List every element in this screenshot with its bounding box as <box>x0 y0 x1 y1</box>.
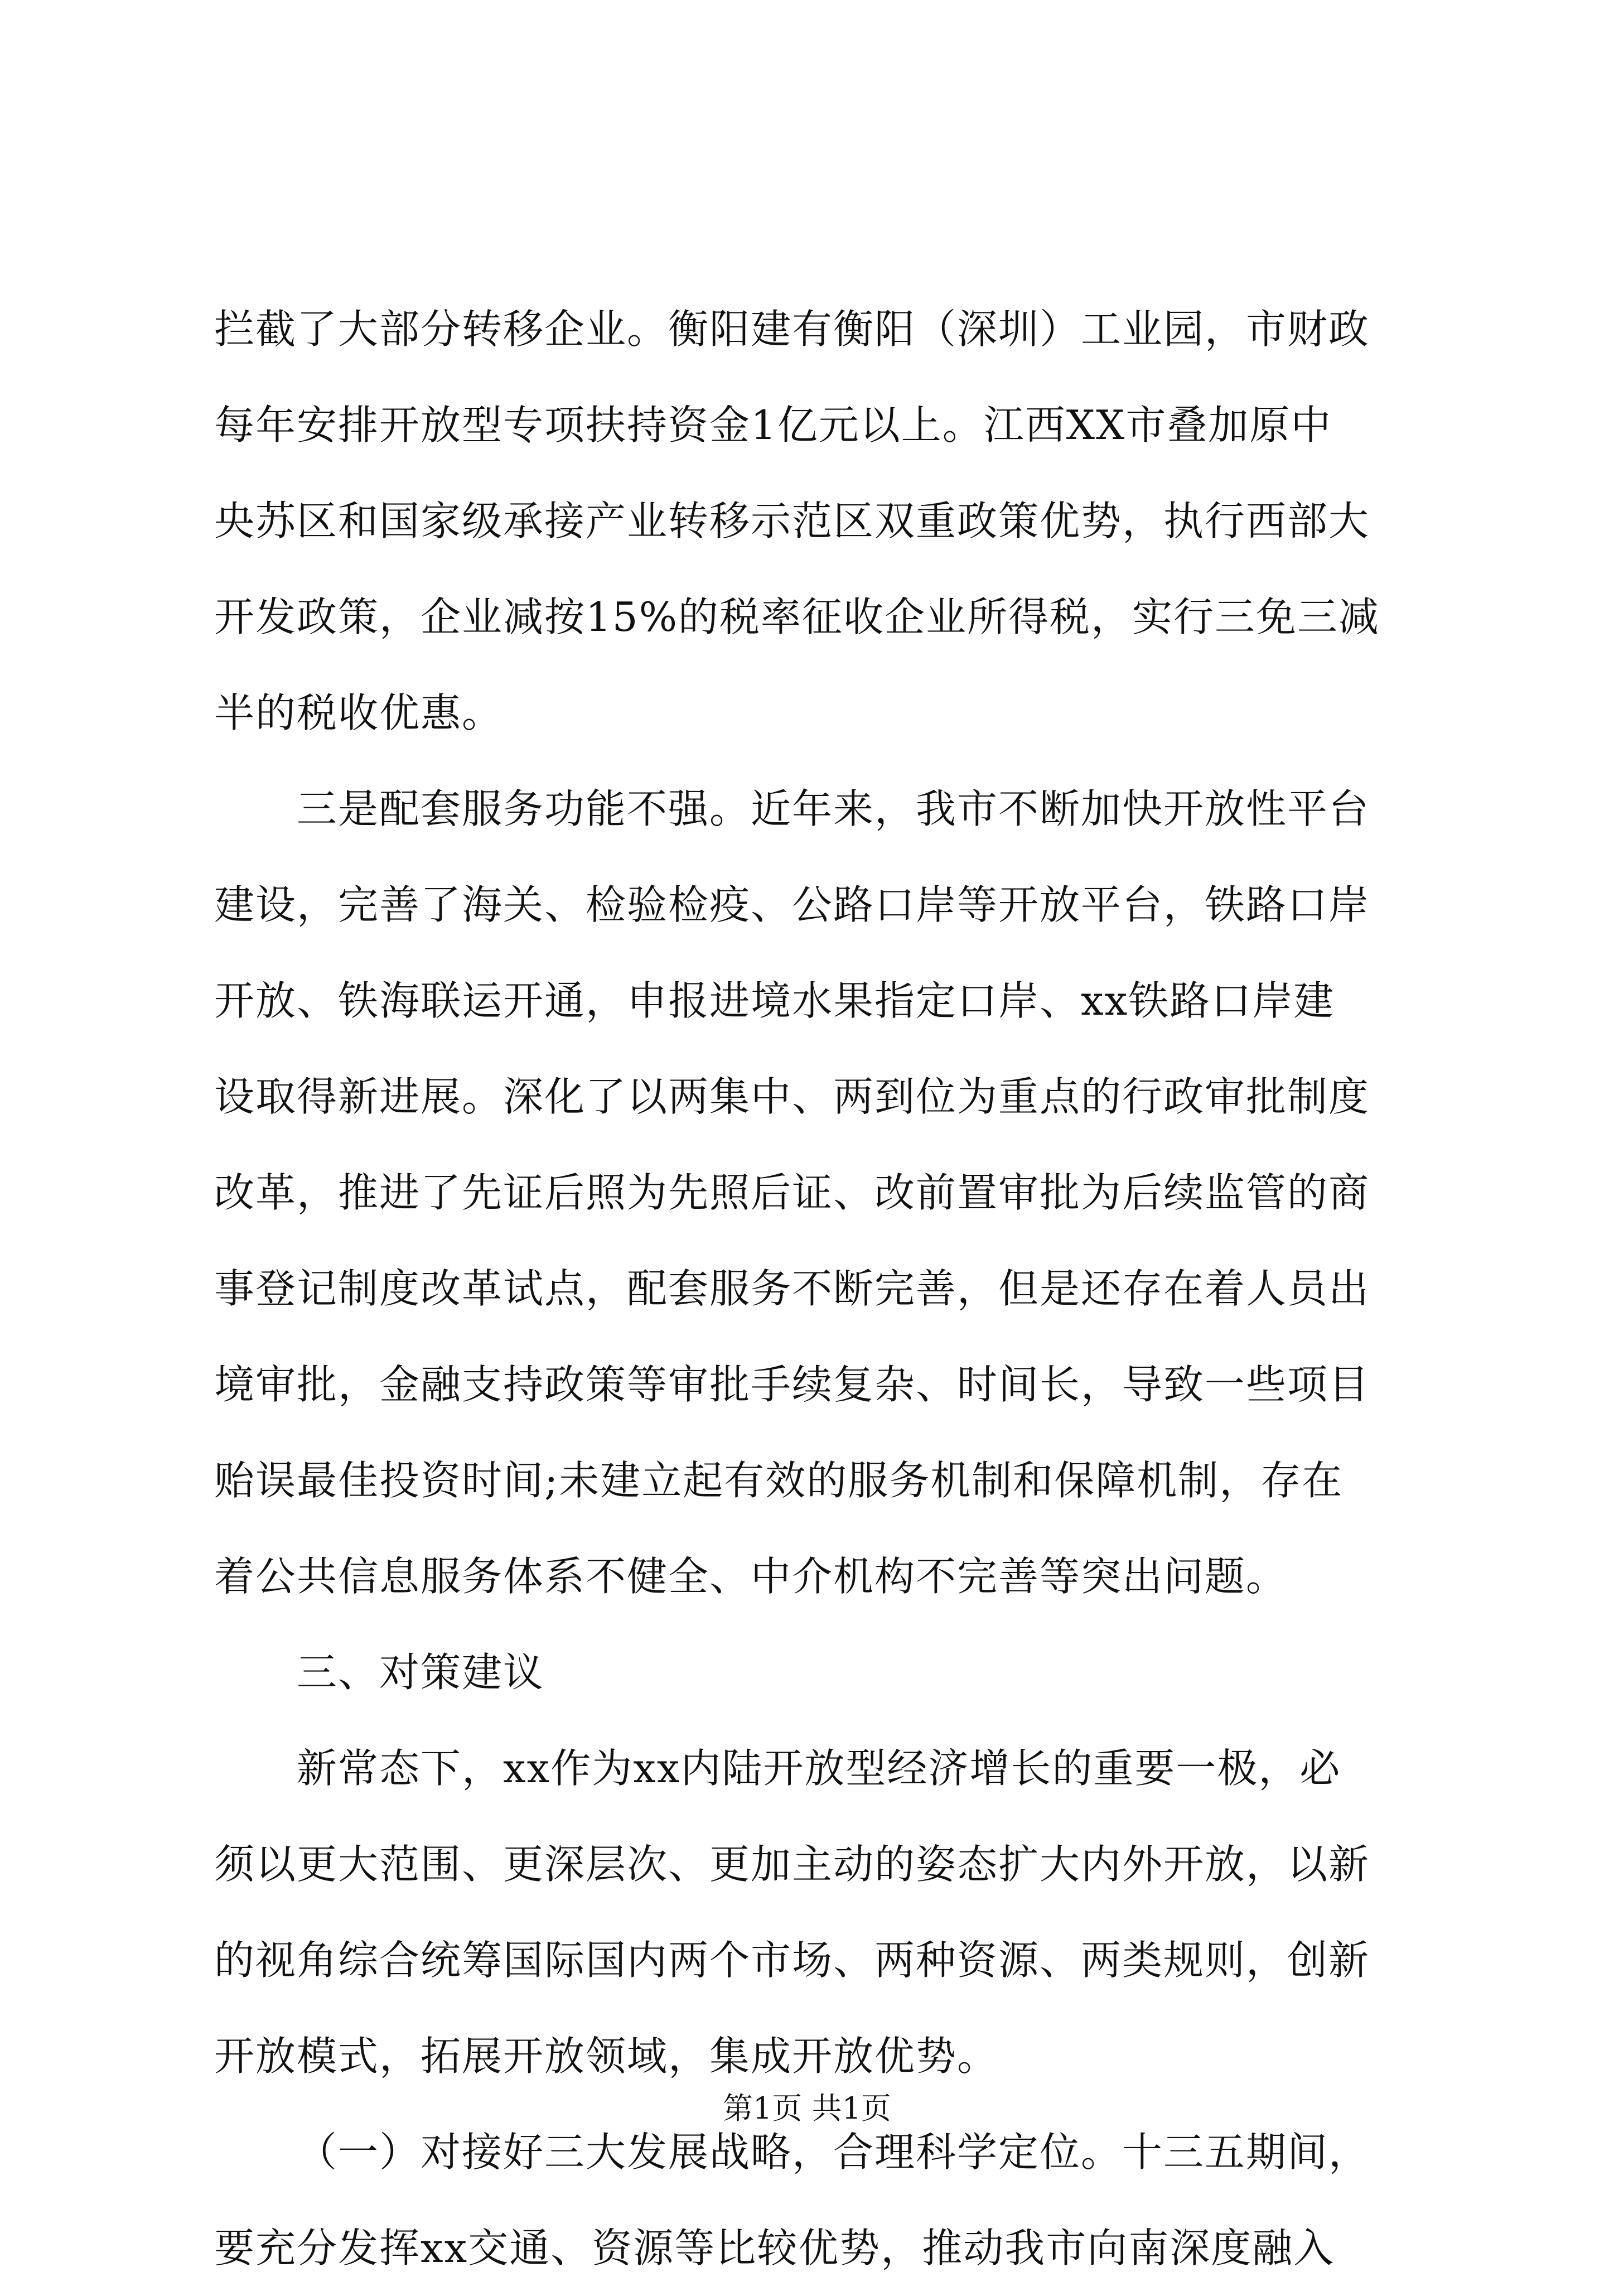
text-line: 拦截了大部分转移企业。衡阳建有衡阳（深圳）工业园，市财政 <box>214 306 1370 353</box>
text-line: 贻误最佳投资时间;未建立起有效的服务机制和保障机制，存在 <box>214 1457 1344 1504</box>
section-heading: 三、对策建议 <box>297 1649 545 1696</box>
text-line: 须以更大范围、更深层次、更加主动的姿态扩大内外开放，以新 <box>214 1841 1370 1888</box>
text-line: 每年安排开放型专项扶持资金1亿元以上。江西XX市叠加原中 <box>214 402 1332 448</box>
text-line: 开放、铁海联运开通，申报进境水果指定口岸、xx铁路口岸建 <box>214 977 1335 1024</box>
paragraph-first-line: 三是配套服务功能不强。近年来，我市不断加快开放性平台 <box>297 785 1370 832</box>
text-line: 的视角综合统筹国际国内两个市场、两种资源、两类规则，创新 <box>214 1937 1370 1984</box>
text-line: 着公共信息服务体系不健全、中介机构不完善等突出问题。 <box>214 1553 1288 1600</box>
text-line: 开发政策，企业减按15%的税率征收企业所得税，实行三免三减 <box>214 594 1380 640</box>
text-line: 要充分发挥xx交通、资源等比较优势，推动我市向南深度融入 <box>214 2225 1335 2271</box>
text-line: 建设，完善了海关、检验检疫、公路口岸等开放平台，铁路口岸 <box>214 881 1370 928</box>
text-line: 半的税收优惠。 <box>214 689 504 736</box>
text-line: 开放模式，拓展开放领域，集成开放优势。 <box>214 2033 999 2080</box>
page-footer: 第1页 共1页 <box>723 2091 891 2126</box>
text-line: 设取得新进展。深化了以两集中、两到位为重点的行政审批制度 <box>214 1073 1370 1120</box>
document-body <box>214 281 1401 2296</box>
text-line: 事登记制度改革试点，配套服务不断完善，但是还存在着人员出 <box>214 1265 1370 1312</box>
paragraph-first-line: （一）对接好三大发展战略，合理科学定位。十三五期间， <box>297 2129 1370 2176</box>
text-line: 境审批，金融支持政策等审批手续复杂、时间长，导致一些项目 <box>214 1361 1370 1408</box>
text-line: 改革，推进了先证后照为先照后证、改前置审批为后续监管的商 <box>214 1169 1370 1216</box>
text-line: 央苏区和国家级承接产业转移示范区双重政策优势，执行西部大 <box>214 498 1370 544</box>
paragraph-first-line: 新常态下，xx作为xx内陆开放型经济增长的重要一极，必 <box>297 1745 1341 1792</box>
